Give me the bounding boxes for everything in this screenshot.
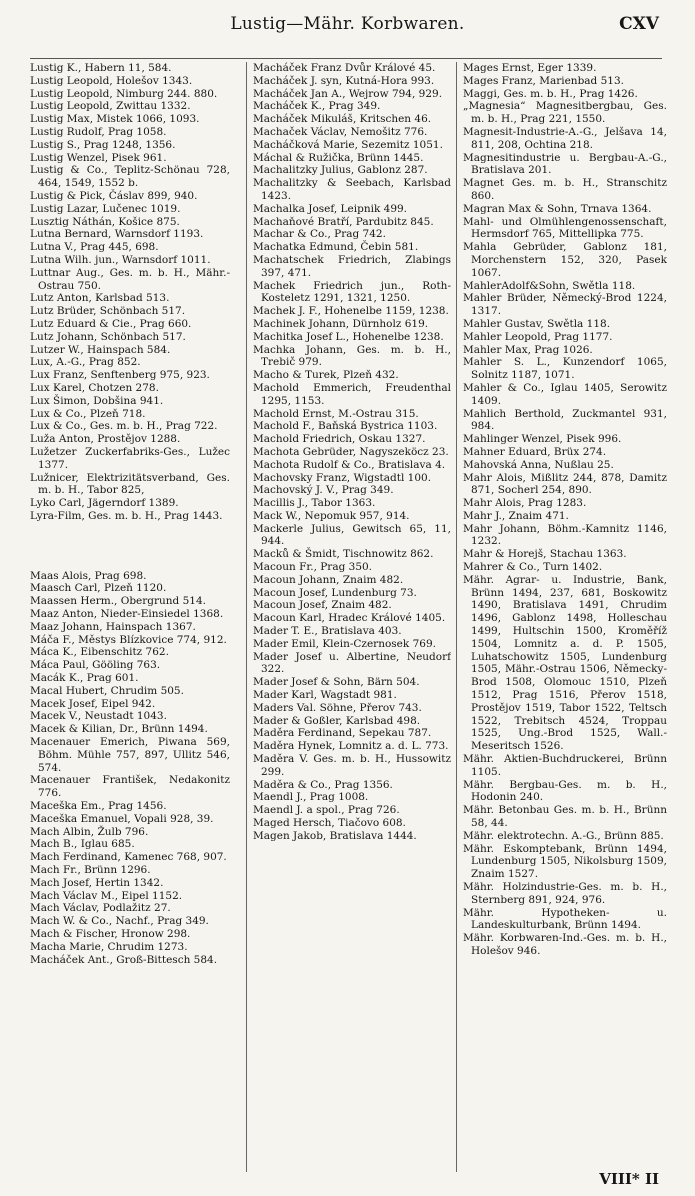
directory-entry: Maaz Johann, Hainspach 1367. [30, 620, 196, 633]
directory-entry: Lux Franz, Senftenberg 975, 923. [30, 369, 210, 382]
directory-entry: Macenauer František, Nedakonitz 776. [30, 774, 230, 800]
page-header [0, 14, 695, 46]
directory-entry: Macháček Jan A., Wejrow 794, 929. [253, 87, 443, 100]
directory-entry: Machar & Co., Prag 742. [253, 228, 386, 241]
directory-entry: Maged Hersch, Tiačovo 608. [253, 817, 406, 830]
directory-entry: Mähr. Korbwaren-Ind.-Ges. m. b. H., Holešov 946. [463, 932, 667, 957]
directory-entry: Machota Rudolf & Co., Bratislava 4. [253, 458, 446, 471]
directory-entry: Mahr Johann, Böhm.-Kamnitz 1146, 1232. [463, 522, 667, 548]
directory-entry: Machalitzky Julius, Gablonz 287. [253, 164, 428, 177]
directory-entry: Mages Ernst, Eger 1339. [463, 62, 597, 74]
directory-entry: Lustig Rudolf, Prag 1058. [30, 125, 167, 138]
directory-entry: Magnesitindustrie u. Bergbau-A.-G., Bratislava 201. [463, 151, 667, 177]
directory-entry: Mähr. Aktien-Buchdruckerei, Brünn 1105. [463, 753, 667, 778]
directory-entry: Mack W., Nepomuk 957, 914. [253, 509, 410, 522]
directory-entry: „Magnesia“ Magnesitbergbau, Ges. m. b. H., Prag 221, 1550. [463, 100, 667, 126]
directory-entry: Machek J. F., Hohenelbe 1159, 1238. [253, 305, 449, 318]
directory-entry: Mahr Alois, Prag 1283. [463, 497, 587, 510]
directory-entry: Mahl- und Olmühlengenossenschaft, Hermsdorf 765, Mittellipka 775. [463, 215, 667, 241]
directory-entry: Lux Šimon, Dobšina 941. [30, 394, 164, 407]
directory-entry: Maendl J. a spol., Prag 726. [253, 804, 400, 817]
directory-entry: Machold Emmerich, Freudenthal 1295, 1153. [253, 381, 451, 407]
page-number: CXV [619, 14, 659, 34]
directory-entry: Lutna Wilh. jun., Warnsdorf 1011. [30, 253, 211, 266]
directory-entry: Machka Johann, Ges. m. b. H., Trebič 979. [253, 343, 451, 369]
directory-entry: Macků & Šmidt, Tischnowitz 862. [253, 548, 434, 561]
directory-entry: Maassen Herm., Obergrund 514. [30, 595, 206, 608]
directory-entry: Mähr. Betonbau Ges. m. b. H., Brünn 58, 44. [463, 804, 667, 830]
directory-entry: Macoun Josef, Znaim 482. [253, 599, 392, 612]
directory-entry: Lustig Wenzel, Pisek 961. [30, 151, 167, 164]
directory-entry: Mähr. elektrotechn. A.-G., Brünn 885. [463, 829, 664, 842]
directory-entry: Macák K., Prag 601. [30, 672, 139, 685]
directory-entry: Macek V., Neustadt 1043. [30, 710, 167, 723]
directory-entry: Maděra V. Ges. m. b. H., Hussowitz 299. [253, 753, 451, 778]
directory-entry: Machatka Edmund, Čebin 581. [253, 241, 419, 254]
directory-entry: Macháček Franz Dvůr Králové 45. [253, 62, 436, 74]
directory-entry: Maasch Carl, Plzeň 1120. [30, 582, 167, 595]
directory-entry: Máca K., Eibenschitz 762. [30, 646, 169, 659]
section-gap [30, 533, 230, 559]
directory-entry: Macal Hubert, Chrudim 505. [30, 684, 184, 697]
directory-entry: Lux & Co., Plzeň 718. [30, 407, 146, 420]
directory-entry: Macek & Kilian, Dr., Brünn 1494. [30, 723, 208, 736]
directory-entry: Máča F., Městys Blízkovice 774, 912. [30, 633, 227, 646]
directory-entry: Mahr & Horejš, Stachau 1363. [463, 548, 627, 561]
directory-entry: Lyra-Film, Ges. m. b. H., Prag 1443. [30, 509, 223, 522]
directory-entry: Machold F., Baňská Bystrica 1103. [253, 420, 438, 433]
directory-entry: Mader & Goßler, Karlsbad 498. [253, 714, 421, 727]
directory-entry: Maders Val. Söhne, Přerov 743. [253, 701, 422, 714]
directory-entry: Mahr J., Znaim 471. [463, 509, 569, 522]
directory-entry: Mahler Brüder, Německý-Brod 1224, 1317. [463, 292, 667, 318]
directory-entry: Mahr Alois, Mißlitz 244, 878, Damitz 871, Socherl 254, 890. [463, 471, 667, 497]
directory-entry: Macháčková Marie, Sezemitz 1051. [253, 138, 443, 151]
directory-entry: Mach Václav, Podlažitz 27. [30, 902, 171, 915]
directory-entry: Macoun Fr., Prag 350. [253, 561, 373, 574]
directory-entry: Mach B., Iglau 685. [30, 838, 135, 851]
directory-entry: Macillis J., Tabor 1363. [253, 497, 376, 510]
directory-entry: Macháček Mikuláš, Kritschen 46. [253, 113, 432, 126]
directory-entry: Maděra Hynek, Lomnitz a. d. L. 773. [253, 740, 449, 753]
directory-entry: Machinek Johann, Dürnholz 619. [253, 317, 429, 330]
directory-entry: Maceška Emanuel, Vopali 928, 39. [30, 812, 214, 825]
directory-entry: Lutz Brüder, Schönbach 517. [30, 305, 186, 318]
directory-entry: Machovský J. V., Prag 349. [253, 484, 394, 497]
directory-entry: Maas Alois, Prag 698. [30, 569, 147, 582]
directory-entry: Machalitzky & Seebach, Karlsbad 1423. [253, 177, 451, 202]
directory-entry: Mähr. Agrar- u. Industrie, Bank, Brünn 1494, 237, 681, Boskowitz 1490, Bratislava 1491, Chrudim 1496, Gablonz 1498, Holleschau 1499, Hultschin 1500, Kroměříž 1504, Lomnitz a. d. P. 1505, Luhatschowitz 1505, Lundenburg 1505, Mähr.-Ostrau 1506, Německy-Brod 1508, Olomouc 1510, Plzeň 1512, Prag 1516, Přerov 1518, Prostějov 1519, Tabor 1522, Teltsch 1522, Trebitsch 4524, Troppau 1525, Ung.-Brod 1525, Wall.-Meseritsch 1526. [463, 573, 667, 753]
directory-entry: Mahler Max, Prag 1026. [463, 343, 593, 356]
sheet-signature: VIII* II [599, 1170, 659, 1188]
directory-entry: Mahler S. L., Kunzendorf 1065, Solnitz 1187, 1071. [463, 356, 667, 382]
directory-entry: MahlerAdolf&Sohn, Swětla 118. [463, 279, 636, 292]
directory-entry: Máchal & Ružička, Brünn 1445. [253, 151, 424, 164]
directory-entry: Lutz Eduard & Cie., Prag 660. [30, 317, 192, 330]
directory-entry: Mackerle Julius, Gewitsch 65, 11, 944. [253, 522, 451, 548]
directory-entry: Lux & Co., Ges. m. b. H., Prag 722. [30, 420, 218, 433]
column-2 [246, 62, 451, 1172]
directory-entry: Lustig & Pick, Čáslav 899, 940. [30, 189, 198, 202]
directory-entry: Magran Max & Sohn, Trnava 1364. [463, 202, 652, 215]
directory-entry: Macho & Turek, Plzeň 432. [253, 369, 399, 382]
directory-entry: Mahla Gebrüder, Gablonz 181, Morchenstern 152, 320, Pasek 1067. [463, 241, 667, 279]
directory-entry: Luža Anton, Prostějov 1288. [30, 433, 181, 446]
directory-entry: Macháček K., Prag 349. [253, 100, 381, 113]
directory-entry: Lux, A.-G., Prag 852. [30, 356, 141, 369]
directory-entry: Mages Franz, Marienbad 513. [463, 74, 624, 87]
directory-entry: Lustig S., Prag 1248, 1356. [30, 138, 176, 151]
directory-entry: Mahlinger Wenzel, Pisek 996. [463, 433, 622, 446]
directory-entry: Machold Ernst, M.-Ostrau 315. [253, 407, 419, 420]
directory-entry: Lustig Lazar, Lučenec 1019. [30, 202, 181, 215]
directory-entry: Machaňové Bratří, Pardubitz 845. [253, 215, 434, 228]
directory-entry: Mahner Eduard, Brüx 274. [463, 445, 607, 458]
directory-entry: Macoun Josef, Lundenburg 73. [253, 586, 417, 599]
directory-entry: Machaček Václav, Nemošitz 776. [253, 125, 428, 138]
directory-entry: Macoun Johann, Znaim 482. [253, 573, 404, 586]
directory-entry: Macenauer Emerich, Piwana 569, Böhm. Mühle 757, 897, Ullitz 546, 574. [30, 736, 230, 774]
directory-entry: Lutz Johann, Schönbach 517. [30, 330, 186, 343]
directory-entry: Mader Karl, Wagstadt 981. [253, 689, 397, 702]
directory-entry: Machota Gebrüder, Nagyszeköcz 23. [253, 445, 449, 458]
directory-entry: Maggi, Ges. m. b. H., Prag 1426. [463, 87, 638, 100]
directory-entry: Magnet Ges. m. b. H., Stranschitz 860. [463, 177, 667, 202]
header-rule [30, 58, 662, 59]
directory-entry: Mahovská Anna, Nußlau 25. [463, 458, 614, 471]
directory-entry: Maděra Ferdinand, Sepekau 787. [253, 727, 432, 740]
directory-entry: Machold Friedrich, Oskau 1327. [253, 433, 426, 446]
directory-entry: Lux Karel, Chotzen 278. [30, 381, 159, 394]
directory-entry: Mahrer & Co., Turn 1402. [463, 561, 603, 574]
directory-entry: Machek Friedrich jun., Roth-Kosteletz 1291, 1321, 1250. [253, 279, 451, 305]
directory-entry: Mach Josef, Hertin 1342. [30, 876, 164, 889]
directory-entry: Mader Josef u. Albertine, Neudorf 322. [253, 650, 451, 676]
directory-entry: Lustig Leopold, Zwittau 1332. [30, 100, 191, 113]
directory-entry: Mach Ferdinand, Kamenec 768, 907. [30, 851, 227, 864]
directory-entry: Maendl J., Prag 1008. [253, 791, 369, 804]
directory-entry: Mach & Fischer, Hronow 298. [30, 928, 191, 940]
directory-entry: Machitka Josef L., Hohenelbe 1238. [253, 330, 444, 343]
directory-entry: Mähr. Hypotheken- u. Landeskulturbank, Brünn 1494. [463, 906, 667, 932]
directory-entry: Lutz Anton, Karlsbad 513. [30, 292, 170, 305]
directory-entry: Mader T. E., Bratislava 403. [253, 625, 402, 638]
directory-entry: Mach W. & Co., Nachf., Prag 349. [30, 915, 209, 928]
directory-entry: Mähr. Eskomptebank, Brünn 1494, Lundenburg 1505, Nikolsburg 1509, Znaim 1527. [463, 842, 667, 881]
directory-entry: Máca Paul, Gööling 763. [30, 659, 161, 672]
directory-entry: Mach Václav M., Eipel 1152. [30, 889, 183, 902]
directory-entry: Lustig K., Habern 11, 584. [30, 62, 172, 74]
directory-entry: Lusztig Náthán, Košice 875. [30, 215, 180, 228]
directory-entry: Macháček Ant., Groß-Bittesch 584. [30, 953, 218, 966]
directory-entry: Macoun Karl, Hradec Králové 1405. [253, 612, 446, 625]
directory-entry: Machalka Josef, Leipnik 499. [253, 202, 408, 215]
directory-entry: Lutna Bernard, Warnsdorf 1193. [30, 228, 204, 241]
directory-entry: Lustig & Co., Teplitz-Schönau 728, 464, 1549, 1552 b. [30, 164, 230, 190]
directory-entry: Mader Josef & Sohn, Bärn 504. [253, 676, 420, 689]
directory-entry: Mahlich Berthold, Zuckmantel 931, 984. [463, 407, 667, 433]
directory-entry: Maceška Em., Prag 1456. [30, 800, 167, 813]
directory-entry: Lužetzer Zuckerfabriks-Ges., Lužec 1377. [30, 445, 230, 471]
directory-entry: Mähr. Bergbau-Ges. m. b. H., Hodonin 240. [463, 778, 667, 804]
directory-entry: Mader Emil, Klein-Czernosek 769. [253, 637, 436, 650]
directory-entry: Macha Marie, Chrudim 1273. [30, 940, 188, 953]
directory-entry: Luttnar Aug., Ges. m. b. H., Mähr.-Ostrau 750. [30, 266, 230, 292]
directory-entry: Macek Josef, Eipel 942. [30, 697, 156, 710]
directory-entry: Mahler & Co., Iglau 1405, Serowitz 1409. [463, 381, 667, 407]
directory-entry: Mähr. Holzindustrie-Ges. m. b. H., Sternberg 891, 924, 976. [463, 881, 667, 906]
directory-entry: Maaz Anton, Nieder-Einsiedel 1368. [30, 608, 224, 621]
directory-entry: Lustig Leopold, Holešov 1343. [30, 74, 193, 87]
directory-entry: Magen Jakob, Bratislava 1444. [253, 829, 417, 842]
directory-entry: Lužnicer, Elektrizitätsverband, Ges. m. b. H., Tabor 825, [30, 471, 230, 497]
directory-entry: Mahler Leopold, Prag 1177. [463, 330, 613, 343]
directory-entry: Machovsky Franz, Wigstadtl 100. [253, 471, 432, 484]
directory-entry: Machatschek Friedrich, Zlabings 397, 471. [253, 253, 451, 279]
directory-entry: Lyko Carl, Jägerndorf 1389. [30, 497, 179, 510]
page-title: Lustig—Mähr. Korbwaren. [230, 14, 465, 34]
directory-entry: Lutzer W., Hainspach 584. [30, 343, 171, 356]
directory-entry: Mahler Gustav, Swětla 118. [463, 317, 611, 330]
directory-entry: Mach Albin, Žulb 796. [30, 825, 149, 838]
directory-entry: Mach Fr., Brünn 1296. [30, 864, 151, 877]
directory-entry: Lustig Max, Mistek 1066, 1093. [30, 113, 200, 126]
directory-entry: Magnesit-Industrie-A.-G., Jelšava 14, 811, 208, Ochtina 218. [463, 125, 667, 151]
directory-entry: Macháček J. syn, Kutná-Hora 993. [253, 74, 435, 87]
directory-entry: Maděra & Co., Prag 1356. [253, 778, 393, 791]
directory-entry: Lutna V., Prag 445, 698. [30, 241, 159, 254]
column-1 [30, 62, 230, 1172]
column-3 [456, 62, 667, 1172]
directory-entry: Lustig Leopold, Nimburg 244. 880. [30, 87, 218, 100]
